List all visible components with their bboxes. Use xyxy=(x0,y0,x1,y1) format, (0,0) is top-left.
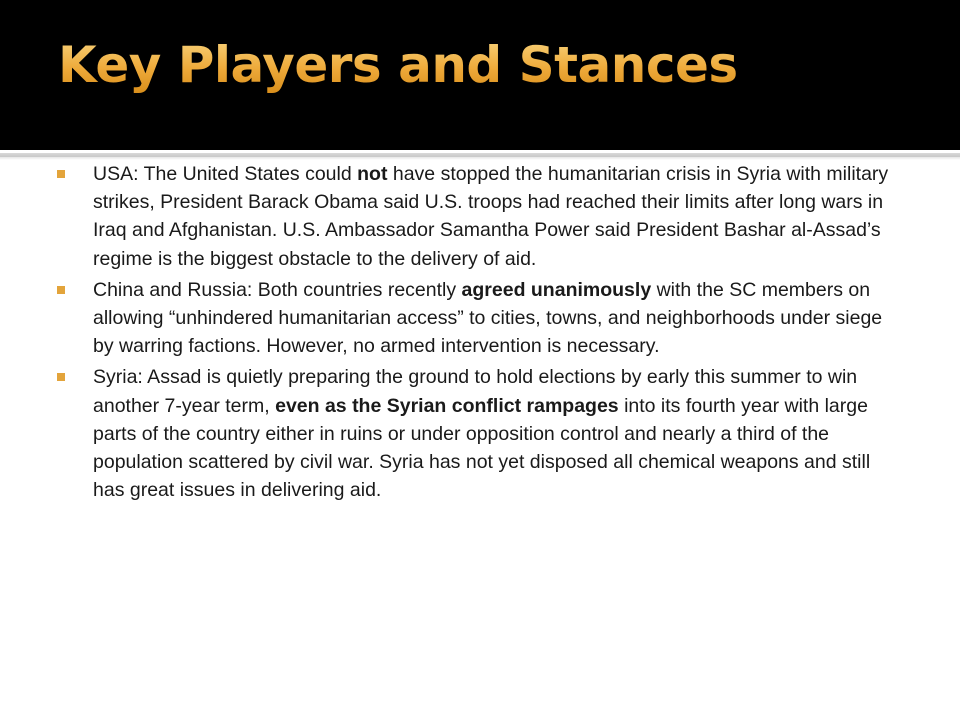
bullet-segment: Syria: Assad is quietly preparing the ground to hold elections by early this summer to win another 7-year term, xyxy=(93,366,858,417)
bullet-emphasis: even as the Syrian conflict rampages xyxy=(275,394,619,417)
bullet-emphasis: agreed unanimously xyxy=(461,278,652,301)
bullet-segment: have stopped the humanitarian crisis in Syria with military strikes, President Barack Obama said U.S. troops had reached their limits after long wars in Iraq and Afghanistan. U.S. Ambassador Samantha Power said President Bashar al-Assad’s regime is the biggest obstacle to the delivery of aid. xyxy=(93,163,889,270)
bullet-text xyxy=(93,163,888,270)
bullet-segment: with the SC members on allowing “unhindered humanitarian access” to cities, towns, and neighborhoods under siege by warring factions. However, no armed intervention is necessary. xyxy=(93,278,883,358)
title-band xyxy=(0,0,960,150)
bullet-syria xyxy=(56,363,904,504)
bullet-text xyxy=(93,279,882,357)
square-bullet-icon xyxy=(57,373,65,381)
slide-title: Key Players and Stances xyxy=(58,36,738,94)
bullet-list xyxy=(56,160,904,507)
bullet-segment: China and Russia: Both countries recently xyxy=(93,278,462,301)
bullet-emphasis: not xyxy=(357,163,388,185)
bullet-segment: USA: The United States could xyxy=(93,163,358,185)
square-bullet-icon xyxy=(57,170,65,178)
bullet-text xyxy=(93,366,870,501)
square-bullet-icon xyxy=(57,286,65,294)
bullet-china-russia xyxy=(56,276,904,361)
bullet-segment: into its fourth year with large parts of the country either in ruins or under opposition control and nearly a third of the population scattered by civil war. Syria has not yet disposed all chemical weapons and still has great issues in delivering aid. xyxy=(93,394,871,502)
bullet-usa xyxy=(56,160,904,273)
